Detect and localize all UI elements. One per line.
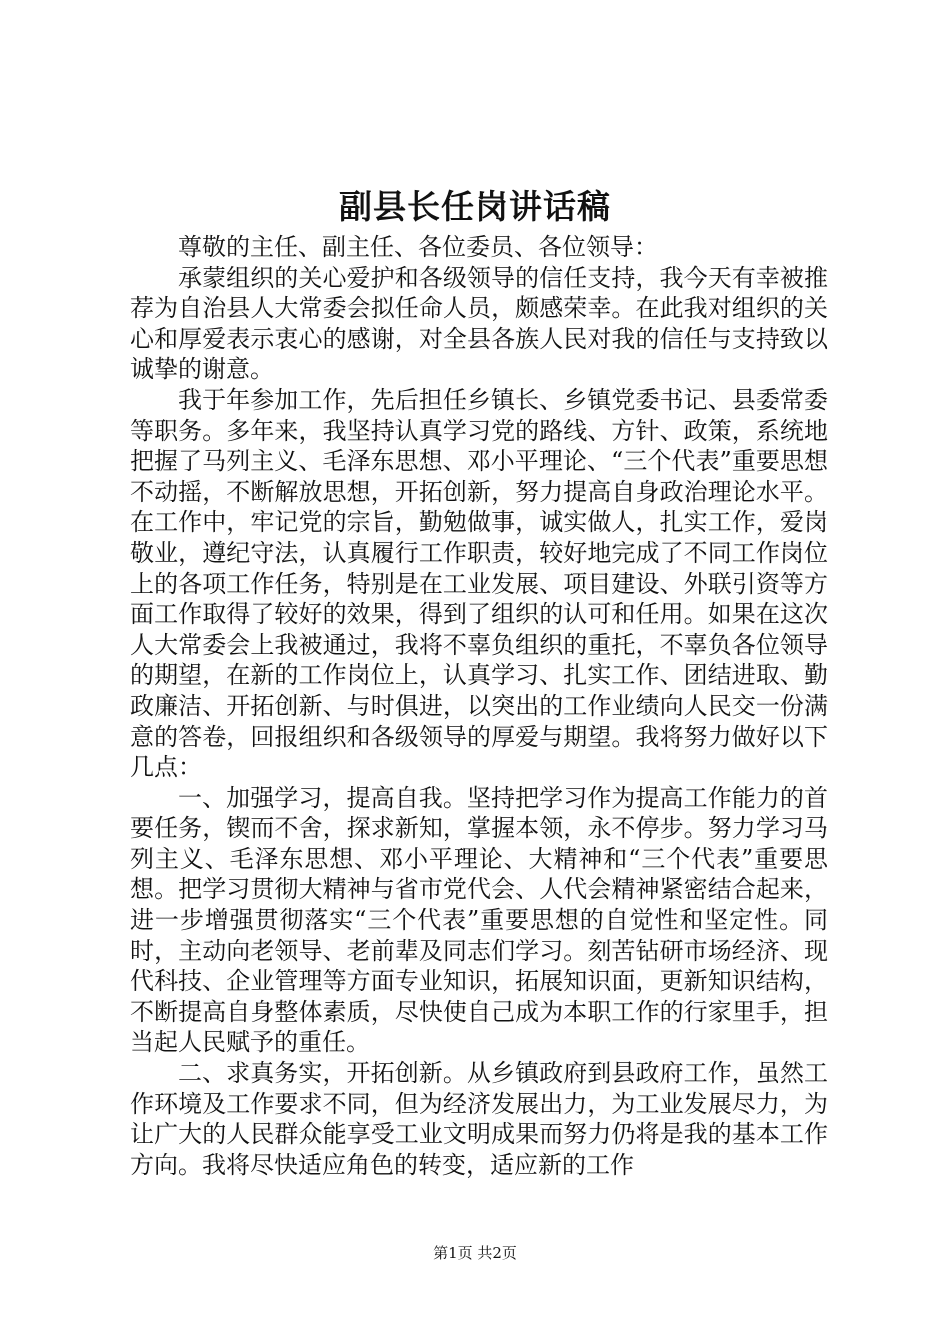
body-paragraph: 一、加强学习，提高自我。坚持把学习作为提高工作能力的首要任务，锲而不舍，探求新知，掌握本领，永不停步。努力学习马列主义、毛泽东思想、邓小平理论、大精神和“三个代表”重要思想。把学习贯彻大精神与省市党代会、人代会精神紧密结合起来，进一步增强贯彻落实“三个代表”重要思想的自觉性和坚定性。同时，主动向老领导、老前辈及同志们学习。刻苦钻研市场经济、现代科技、企业管理等方面专业知识，拓展知识面，更新知识结构，不断提高自身整体素质，尽快使自己成为本职工作的行家里手，担当起人民赋予的重任。 <box>130 783 828 1057</box>
body-paragraph: 二、求真务实，开拓创新。从乡镇政府到县政府工作，虽然工作环境及工作要求不同，但为经济发展出力，为工业发展尽力，为让广大的人民群众能享受工业文明成果而努力仍将是我的基本工作方向。我将尽快适应角色的转变，适应新的工作 <box>130 1059 828 1179</box>
document-title: 副县长任岗讲话稿 <box>339 187 611 226</box>
body-paragraph: 承蒙组织的关心爱护和各级领导的信任支持，我今天有幸被推荐为自治县人大常委会拟任命人员，颇感荣幸。在此我对组织的关心和厚爱表示衷心的感谢，对全县各族人民对我的信任与支持致以诚挚的谢意。 <box>130 263 828 384</box>
body-paragraph: 我于年参加工作，先后担任乡镇长、乡镇党委书记、县委常委等职务。多年来，我坚持认真学习党的路线、方针、政策，系统地把握了马列主义、毛泽东思想、邓小平理论、“三个代表”重要思想不动摇，不断解放思想，开拓创新，努力提高自身政治理论水平。在工作中，牢记党的宗旨，勤勉做事，诚实做人，扎实工作，爱岗敬业，遵纪守法，认真履行工作职责，较好地完成了不同工作岗位上的各项工作任务，特别是在工业发展、项目建设、外联引资等方面工作取得了较好的效果，得到了组织的认可和任用。如果在这次人大常委会上我被通过，我将不辜负组织的重托，不辜负各位领导的期望，在新的工作岗位上，认真学习、扎实工作、团结进取、勤政廉洁、开拓创新、与时俱进，以突出的工作业绩向人民交一份满意的答卷，回报组织和各级领导的厚爱与期望。我将努力做好以下几点： <box>130 385 828 782</box>
salutation-paragraph: 尊敬的主任、副主任、各位委员、各位领导： <box>178 233 658 261</box>
document-body <box>130 232 828 1180</box>
page-number-footer: 第1页 共2页 <box>433 1244 517 1262</box>
